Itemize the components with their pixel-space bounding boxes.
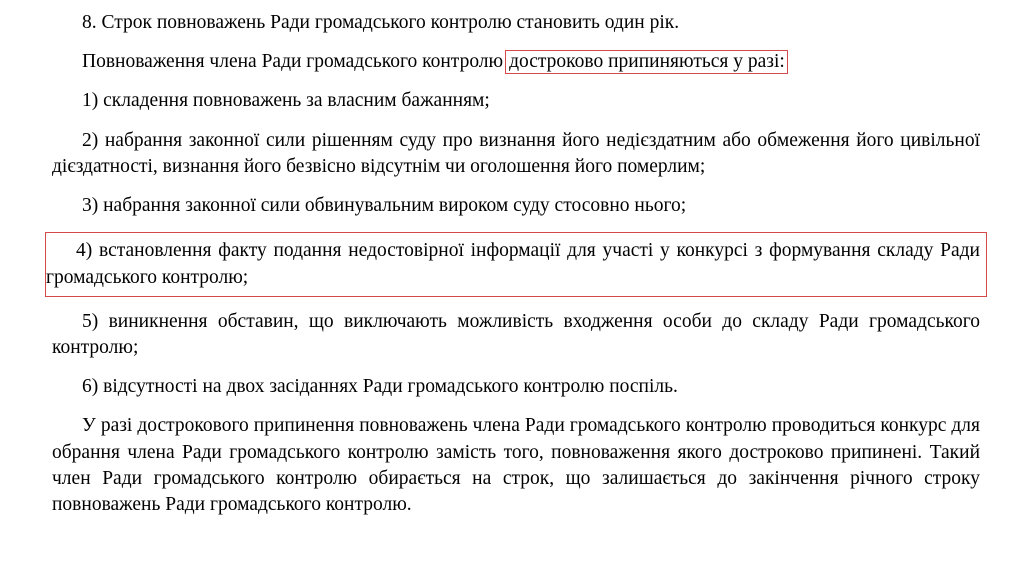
highlight-box-item-4 [45,232,987,296]
paragraph-item-5: 5) виникнення обставин, що виключають можливість входження особи до складу Ради громадського контролю; [52,310,980,358]
paragraph-final: У разі дострокового припинення повноважень члена Ради громадського контролю проводиться конкурс для обрання члена Ради громадського контролю замість того, повноваження якого достроково припинені. Такий член Ради громадського контролю обирається на строк, що залишається до закінчення річного строку повноважень Ради громадського контролю. [52,415,980,516]
paragraph-item-1: 1) складення повноважень за власним бажанням; [82,90,490,112]
paragraph-item-2: 2) набрання законної сили рішенням суду про визнання його недієздатним або обмеження його цивільної дієздатності, визнання його безвісно відсутнім чи оголошення його померлим; [52,129,980,177]
paragraph-termination-intro-text: Повноваження члена Ради громадського контролю [82,51,504,73]
paragraph-termination-intro [52,49,980,75]
highlight-termination-phrase: достроково припиняються у разі: [505,50,788,74]
paragraph-item-6: 6) відсутності на двох засіданнях Ради громадського контролю поспіль. [82,376,678,398]
paragraph-item-3: 3) набрання законної сили обвинувальним вироком суду стосовно нього; [82,195,687,217]
paragraph-item-4: 4) встановлення факту подання недостовірної інформації для участі у конкурсі з формування складу Ради громадського контролю; [46,240,980,288]
paragraph-clause-8: 8. Строк повноважень Ради громадського контролю становить один рік. [82,12,680,33]
